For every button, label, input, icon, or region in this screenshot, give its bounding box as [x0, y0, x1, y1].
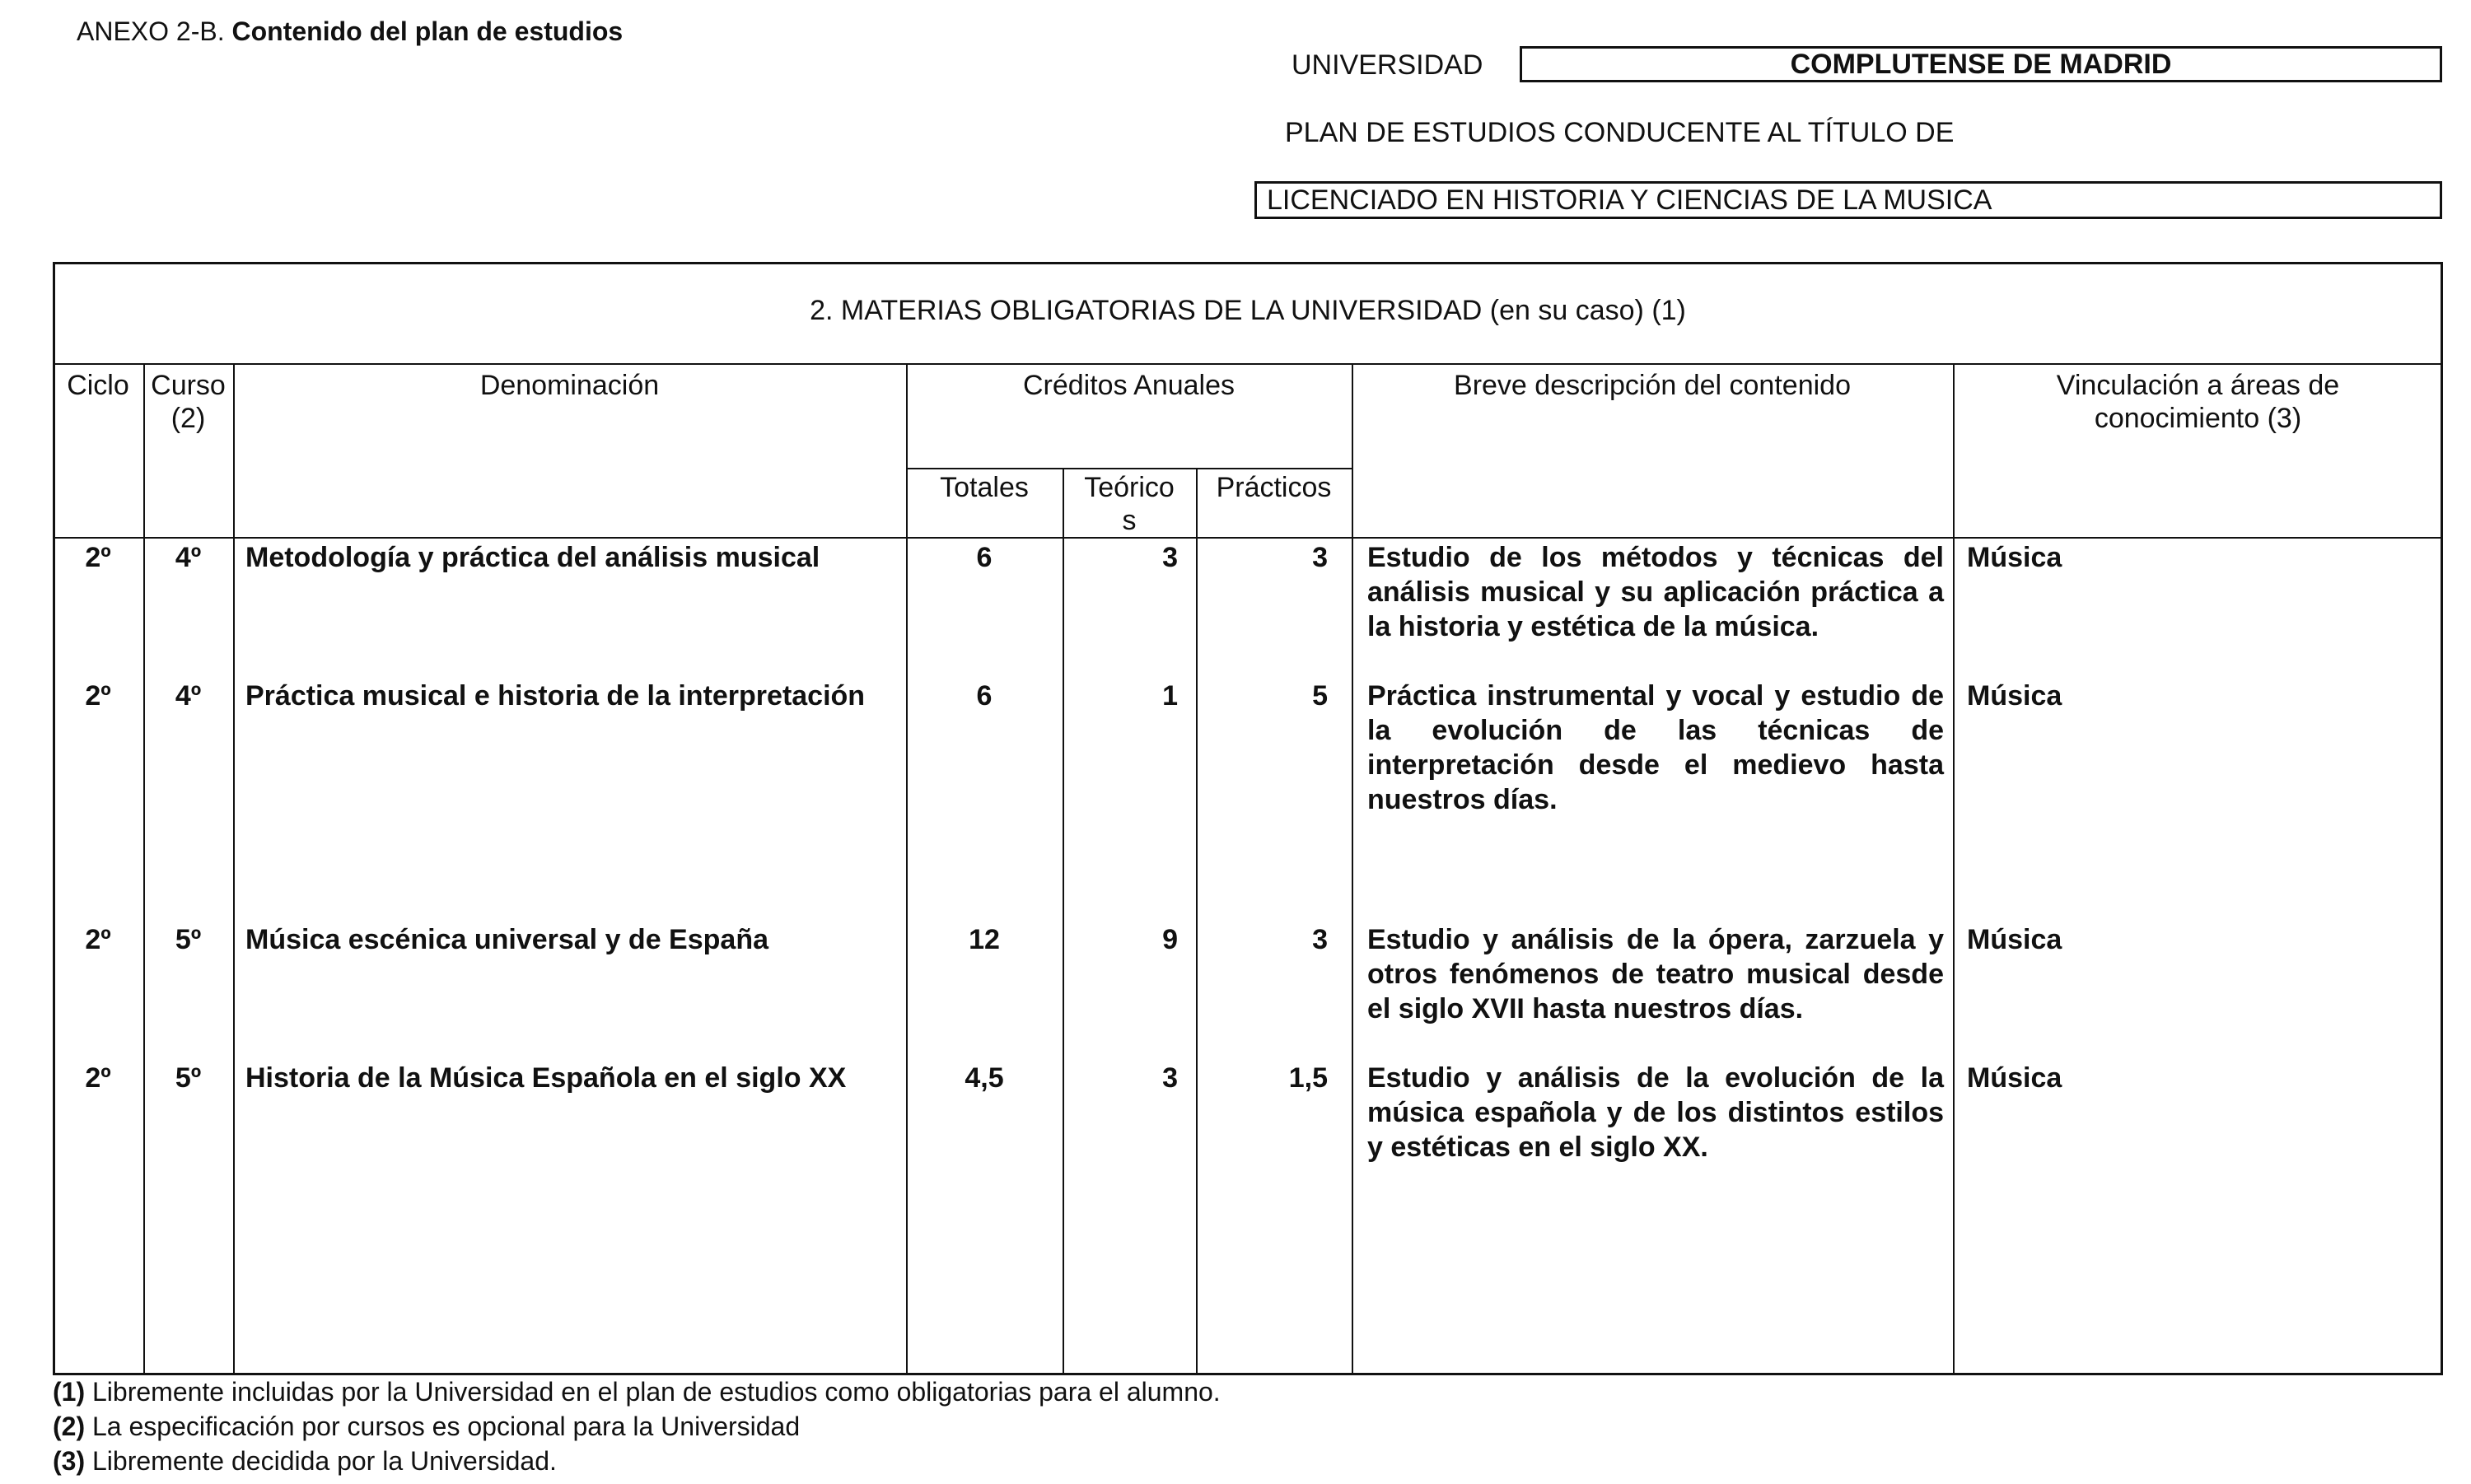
row2-denominacion: Práctica musical e historia de la interpretación: [245, 680, 866, 712]
row2-curso: 4º: [175, 680, 202, 712]
header-descripcion: Breve descripción del contenido: [1454, 370, 1851, 401]
row2-practicos: 5: [1312, 680, 1328, 712]
header-practicos: Prácticos: [1216, 472, 1332, 503]
section-title: 2. MATERIAS OBLIGATORIAS DE LA UNIVERSIDAD (en su caso) (1): [810, 295, 1686, 326]
row4-ciclo: 2º: [85, 1062, 111, 1094]
row3-ciclo: 2º: [85, 924, 111, 955]
header-creditos: Créditos Anuales: [1022, 370, 1236, 401]
row1-ciclo: 2º: [85, 542, 111, 573]
header-denominacion: Denominación: [479, 370, 660, 401]
row1-denominacion: Metodología y práctica del análisis musical: [245, 542, 820, 573]
row4-totales: 4,5: [965, 1062, 1004, 1094]
row2-ciclo: 2º: [85, 680, 111, 712]
annex-prefix: ANEXO 2-B.: [77, 16, 225, 46]
footnote-3-text: Libremente decidida por la Universidad.: [92, 1446, 557, 1476]
table-rule: [1063, 468, 1064, 1375]
footnote-2: [53, 1412, 800, 1442]
header-totales: Totales: [940, 472, 1029, 503]
header-curso-note: (2): [170, 403, 206, 434]
annex-title: Contenido del plan de estudios: [231, 16, 624, 46]
row3-teoricos: 9: [1162, 924, 1178, 955]
table-rule: [1352, 363, 1353, 1375]
header-ciclo: Ciclo: [67, 370, 129, 401]
row4-practicos: 1,5: [1288, 1062, 1328, 1094]
row1-vinculacion: Música: [1967, 542, 2062, 573]
table-rule: [233, 363, 235, 1375]
footnote-2-text: La especificación por cursos es opcional para la Universidad: [92, 1412, 801, 1441]
row2-descripcion: Práctica instrumental y vocal y estudio de la evolución de las técnicas de interpretación desde el medievo hasta nuestros días.: [1367, 680, 1944, 815]
row4-teoricos: 3: [1162, 1062, 1178, 1094]
row4-denominacion: Historia de la Música Española en el siglo XX: [245, 1062, 847, 1094]
row3-vinculacion: Música: [1967, 924, 2062, 955]
footnote-2-mark: (2): [53, 1412, 86, 1441]
table-rule: [906, 363, 908, 1375]
row1-teoricos: 3: [1162, 542, 1178, 573]
header-vinculacion: [1953, 369, 2443, 435]
header-vinculacion-line2: conocimiento (3): [2094, 403, 2302, 434]
row1-curso: 4º: [175, 542, 202, 573]
degree-value: LICENCIADO EN HISTORIA Y CIENCIAS DE LA MUSICA: [1254, 181, 2442, 219]
header-teoricos-line2: s: [1122, 505, 1137, 536]
table-rule: [1953, 363, 1955, 1375]
row3-denominacion: Música escénica universal y de España: [245, 924, 768, 955]
footnote-1: [53, 1377, 1221, 1407]
row1-practicos: 3: [1312, 542, 1328, 573]
row2-vinculacion: Música: [1967, 680, 2062, 712]
footnote-3-mark: (3): [53, 1446, 86, 1476]
row4-curso: 5º: [175, 1062, 202, 1094]
row2-totales: 6: [976, 680, 993, 712]
university-value: COMPLUTENSE DE MADRID: [1520, 46, 2442, 82]
header-curso-label: Curso: [151, 370, 226, 401]
plan-label: PLAN DE ESTUDIOS CONDUCENTE AL TÍTULO DE: [1285, 117, 1955, 148]
footnote-1-mark: (1): [53, 1377, 86, 1407]
row4-descripcion: Estudio y análisis de la evolución de la música española y de los distintos estilos y estéticas en el siglo XX.: [1367, 1062, 1944, 1163]
university-label: UNIVERSIDAD: [1292, 49, 1483, 81]
footnote-3: [53, 1446, 557, 1477]
annex-heading: [77, 16, 623, 47]
header-teoricos: [1063, 471, 1196, 537]
row1-totales: 6: [976, 542, 993, 573]
row3-curso: 5º: [175, 924, 202, 955]
table-rule: [53, 363, 2443, 365]
footnote-1-text: Libremente incluidas por la Universidad en el plan de estudios como obligatorias para el alumno.: [92, 1377, 1221, 1407]
header-vinculacion-line1: Vinculación a áreas de: [2056, 370, 2340, 401]
table-rule: [53, 537, 2443, 539]
table-rule: [1196, 468, 1198, 1375]
table-rule: [906, 468, 1352, 469]
table-rule: [143, 363, 145, 1375]
header-curso: [143, 369, 233, 435]
row1-descripcion: Estudio de los métodos y técnicas del análisis musical y su aplicación práctica a la historia y estética de la música.: [1367, 542, 1944, 642]
row2-teoricos: 1: [1162, 680, 1178, 712]
row4-vinculacion: Música: [1967, 1062, 2062, 1094]
row3-descripcion: Estudio y análisis de la ópera, zarzuela y otros fenómenos de teatro musical desde el siglo XVII hasta nuestros días.: [1367, 924, 1944, 1024]
header-teoricos-line1: Teórico: [1084, 472, 1175, 503]
row3-totales: 12: [969, 924, 1000, 955]
row3-practicos: 3: [1312, 924, 1328, 955]
